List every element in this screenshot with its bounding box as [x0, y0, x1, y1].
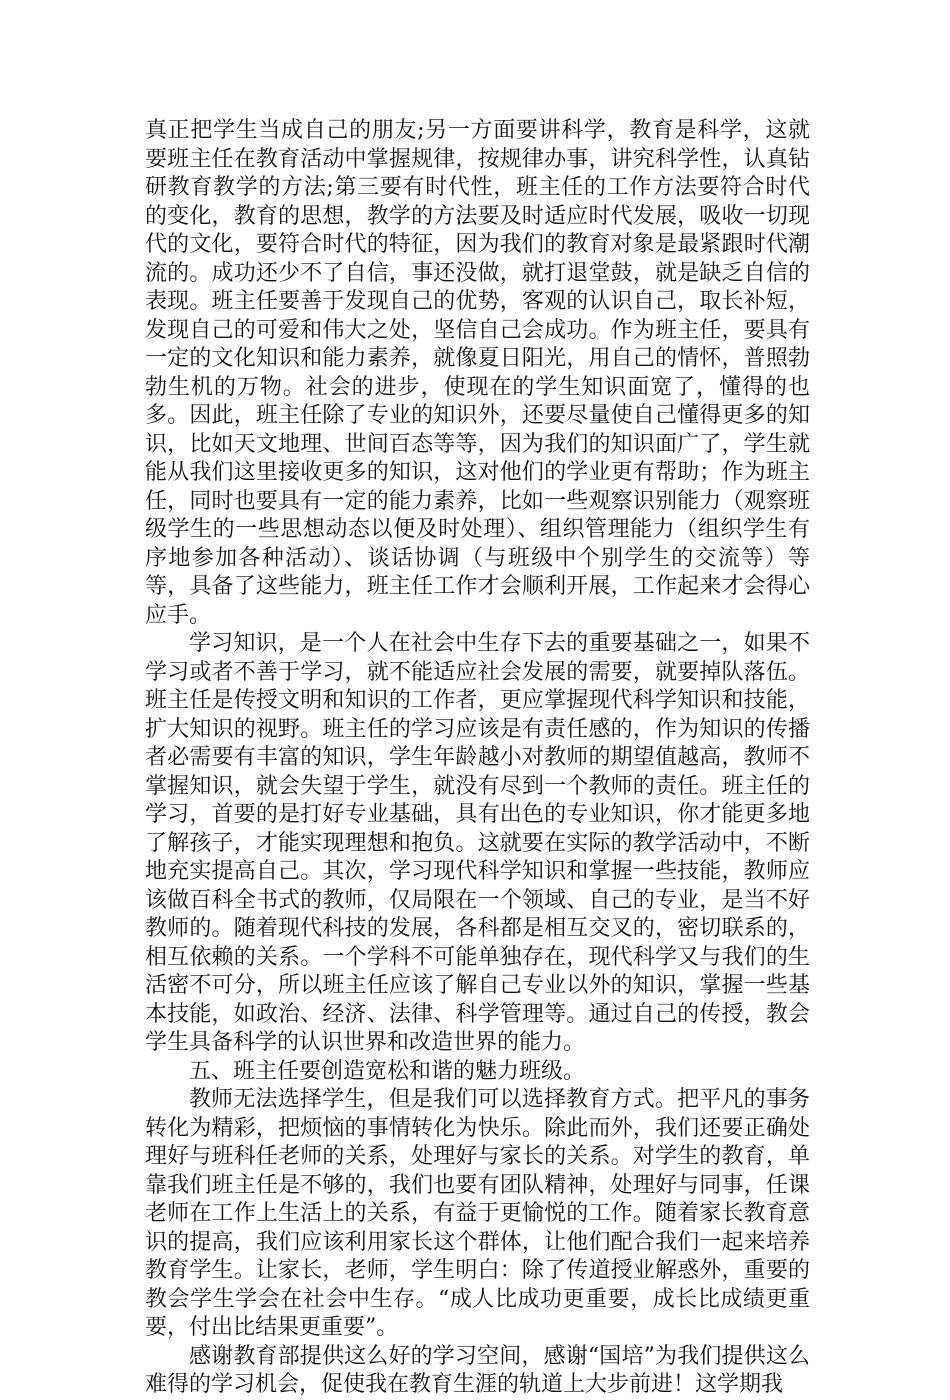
paragraph-continuation: 真正把学生当成自己的朋友;另一方面要讲科学，教育是科学，这就要班主任在教育活动中掌握规律，按规律办事，讲究科学性，认真钻研教育教学的方法;第三要有时代性，班主任的工作方法要符合时代的变化，教育的思想，教学的方法要及时适应时代发展，吸收一切现代的文化，要符合时代的特征，因为我们的教育对象是最紧跟时代潮流的。成功还少不了自信，事还没做，就打退堂鼓，就是缺乏自信的表现。班主任要善于发现自己的优势，客观的认识自己，取长补短，发现自己的可爱和伟大之处，坚信自己会成功。作为班主任，要具有一定的文化知识和能力素养，就像夏日阳光，用自己的情怀，普照勃勃生机的万物。社会的进步，使现在的学生知识面宽了，懂得的也多。因此，班主任除了专业的知识外，还要尽量使自己懂得更多的知识，比如天文地理、世间百态等等，因为我们的知识面广了，学生就能从我们这里接收更多的知识，这对他们的学业更有帮助；作为班主任，同时也要具有一定的能力素养，比如一些观察识别能力（观察班级学生的一些思想动态以便及时处理）、组织管理能力（组织学生有序地参加各种活动）、谈话协调（与班级中个别学生的交流等）等等，具备了这些能力，班主任工作才会顺利开展，工作起来才会得心应手。 [145, 118, 810, 628]
paragraph-learning-knowledge: 学习知识，是一个人在社会中生存下去的重要基础之一，如果不学习或者不善于学习，就不能适应社会发展的需要，就要掉队落伍。班主任是传授文明和知识的工作者，更应掌握现代科学知识和技能，扩大知识的视野。班主任的学习应该是有责任感的，作为知识的传播者必需要有丰富的知识，学生年龄越小对教师的期望值越高，教师不掌握知识，就会失望于学生，就没有尽到一个教师的责任。班主任的学习，首要的是打好专业基础，具有出色的专业知识，你才能更多地了解孩子，才能实现理想和抱负。这就要在实际的教学活动中，不断地充实提高自己。其次，学习现代科学知识和掌握一些技能，教师应该做百科全书式的教师，仅局限在一个领域、自己的专业，是当不好教师的。随着现代科技的发展，各科都是相互交叉的，密切联系的，相互依赖的关系。一个学科不可能单独存在，现代科学又与我们的生活密不可分，所以班主任应该了解自己专业以外的知识，掌握一些基本技能，如政治、经济、法律、科学管理等。通过自己的传授，教会学生具备科学的认识世界和改造世界的能力。 [145, 631, 810, 1055]
paragraph-teaching-methods: 教师无法选择学生，但是我们可以选择教育方式。把平凡的事务转化为精彩，把烦恼的事情转化为快乐。除此而外，我们还要正确处理好与班科任老师的关系，处理好与家长的关系。对学生的教育，单靠我们班主任是不够的，我们也要有团队精神，处理好与同事，任课老师在工作上生活上的关系，有益于更愉悦的工作。随着家长教育意识的提高，我们应该利用家长这个群体，让他们配合我们一起来培养教育学生。让家长，老师，学生明白：除了传道授业解惑外，重要的教会学生学会在社会中生存。“成人比成功更重要，成长比成绩更重要，付出比结果更重要”。 [145, 1087, 810, 1340]
document-page [145, 117, 810, 1400]
section-heading-five: 五、班主任要创造宽松和谐的魅力班级。 [189, 1058, 586, 1084]
paragraph-thanks: 感谢教育部提供这么好的学习空间，感谢“国培”为我们提供这么难得的学习机会，促使我在教育生涯的轨道上大步前进！这学期我 [145, 1343, 810, 1397]
